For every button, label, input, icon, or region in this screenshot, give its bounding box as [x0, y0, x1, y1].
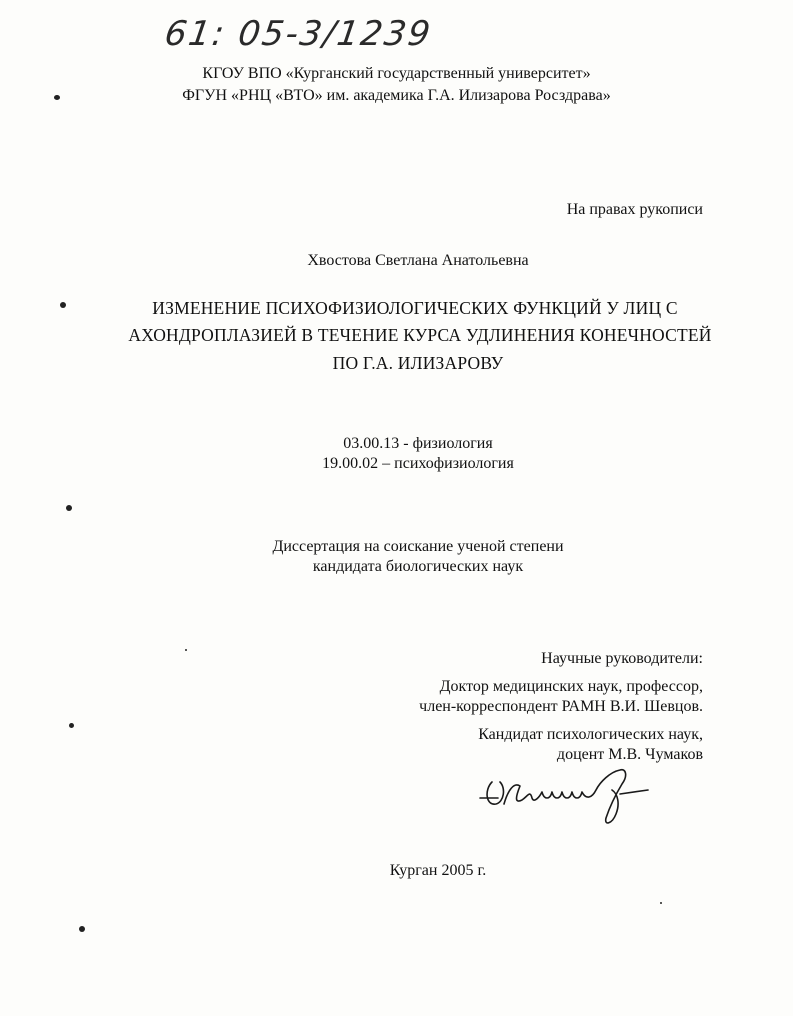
title-line-1: ИЗМЕНЕНИЕ ПСИХОФИЗИОЛОГИЧЕСКИХ ФУНКЦИЙ У ЛИЦ С — [152, 298, 678, 318]
scan-speck — [660, 902, 662, 904]
author-name: Хвостова Светлана Анатольевна — [307, 252, 529, 269]
title-line-2: АХОНДРОПЛАЗИЕЙ В ТЕЧЕНИЕ КУРСА УДЛИНЕНИЯ КОНЕЧНОСТЕЙ — [128, 325, 712, 345]
scan-speck — [60, 302, 66, 308]
supervisor-2-line-1: Кандидат психологических наук, — [478, 726, 703, 743]
archive-number: 61: 05-3/1239 — [162, 14, 435, 54]
title-line-3: ПО Г.А. ИЛИЗАРОВУ — [332, 353, 504, 373]
scan-speck — [79, 926, 85, 932]
supervisors-heading: Научные руководители: — [541, 650, 703, 667]
specialty-line-1: 03.00.13 - физиология — [343, 435, 493, 452]
institution-line-1: КГОУ ВПО «Курганский государственный университет» — [202, 65, 591, 82]
scan-speck — [66, 505, 72, 511]
scan-speck — [54, 95, 60, 100]
signature — [470, 760, 660, 830]
scan-speck — [185, 649, 187, 651]
manuscript-rights: На правах рукописи — [566, 201, 703, 218]
supervisor-2-line-2: доцент М.В. Чумаков — [556, 746, 703, 763]
institution-line-2: ФГУН «РНЦ «ВТО» им. академика Г.А. Илизарова Росздрава» — [182, 87, 611, 104]
degree-line-2: кандидата биологических наук — [312, 558, 524, 575]
supervisor-1-line-2: член-корреспондент РАМН В.И. Шевцов. — [419, 698, 703, 715]
place-year: Курган 2005 г. — [389, 862, 487, 879]
supervisor-1-line-1: Доктор медицинских наук, профессор, — [439, 678, 703, 695]
scan-speck — [69, 723, 74, 728]
specialty-line-2: 19.00.02 – психофизиология — [322, 455, 514, 472]
degree-line-1: Диссертация на соискание ученой степени — [272, 538, 564, 555]
